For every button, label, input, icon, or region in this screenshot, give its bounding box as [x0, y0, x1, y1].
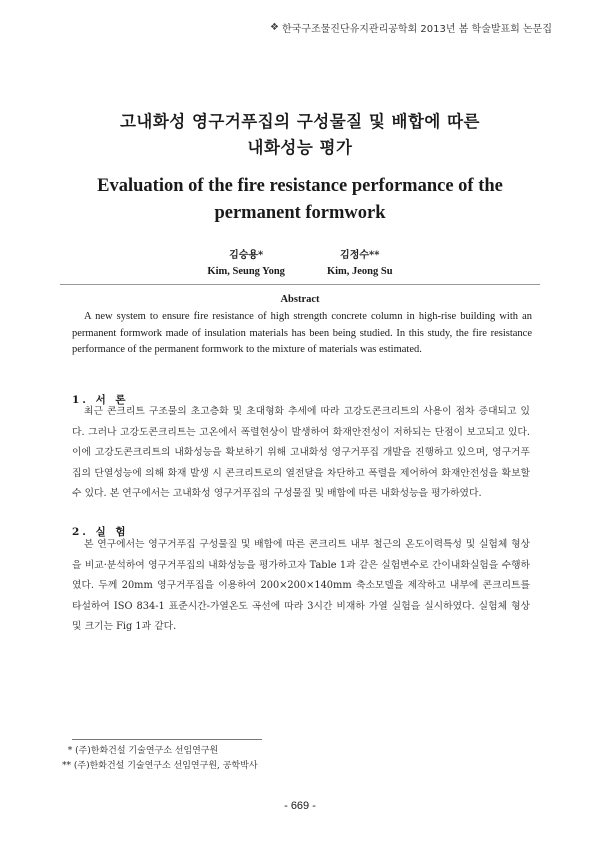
footnotes [62, 744, 258, 774]
page-number: - 669 - [284, 800, 316, 812]
footnote-2: ** (주)한화건설 기술연구소 선임연구원, 공학박사 [62, 761, 258, 771]
author-block [0, 246, 600, 277]
abstract-text: A new system to ensure fire resistance of high strength concrete column in high-rise building with an permanent formwork made of insulation materials has been being studied. In this study, the fire resistance performance of the permanent formwork to the mixture of materials was estimated. [72, 311, 532, 355]
header-text: 한국구조물진단유지관리공학회 2013년 봄 학술발표회 논문집 [281, 24, 552, 35]
author-name-korean: 김정수** [340, 250, 380, 261]
english-title-line-1: Evaluation of the fire resistance performance of the [97, 176, 503, 196]
section-heading-experiment: 2. 실 험 [72, 526, 129, 538]
section-body-introduction: 최근 콘크리트 구조물의 초고층화 및 초대형화 추세에 따라 고강도콘크리트의 사용이 점차 증대되고 있다. 그러나 고강도콘크리트는 고온에서 폭렬현상이 발생하여 화재안전성이 저하되는 단점이 보고되고 있다. 이에 고강도콘크리트의 내화성능을 확보하기 위해 고내화성 영구거푸집 개발을 진행하고 있으며, 영구거푸집의 단열성능에 의해 화재 발생 시 콘크리트로의 열전달을 차단하고 폭렬을 제어하여 화재안전성을 확보할 수 있다. 본 연구에서는 고내화성 영구거푸집의 구성물질 및 배합에 따른 내화성능을 평가하였다. [72, 406, 530, 500]
author-name-english: Kim, Jeong Su [326, 266, 393, 277]
abstract-heading: Abstract [280, 294, 320, 305]
author-name-english: Kim, Seung Yong [207, 266, 285, 277]
author-name-korean: 김승용* [229, 250, 264, 261]
author-1 [207, 246, 285, 277]
korean-title-line-2: 내화성능 평가 [247, 138, 353, 157]
title-divider [60, 284, 540, 285]
section-body-experiment: 본 연구에서는 영구거푸집 구성물질 및 배합에 따른 콘크리트 내부 철근의 온도이력특성 및 실험체 형상을 비교·분석하여 영구거푸집의 내화성능을 평가하고자 Table 1과 같은 실험변수로 간이내화실험을 수행하였다. 두께 20mm 영구거푸집을 이용하여 200×200×140mm 축소모델을 제작하고 내부에 콘크리트를 타설하여 ISO 834-1 표준시간-가열온도 곡선에 따라 3시간 비재하 가열 실험을 실시하였다. 실험체 형상 및 크기는 Fig 1과 같다. [72, 539, 530, 633]
running-header [270, 20, 552, 35]
author-2 [327, 246, 393, 277]
footnote-1: * (주)한화건설 기술연구소 선임연구원 [62, 746, 219, 756]
korean-title-line-1: 고내화성 영구거푸집의 구성물질 및 배합에 따른 [119, 112, 480, 131]
section-heading-introduction: 1. 서 론 [72, 394, 129, 406]
footnote-divider [72, 739, 262, 740]
diamond-bullet-icon: ❖ [270, 22, 279, 33]
english-title-line-2: permanent formwork [214, 203, 386, 223]
